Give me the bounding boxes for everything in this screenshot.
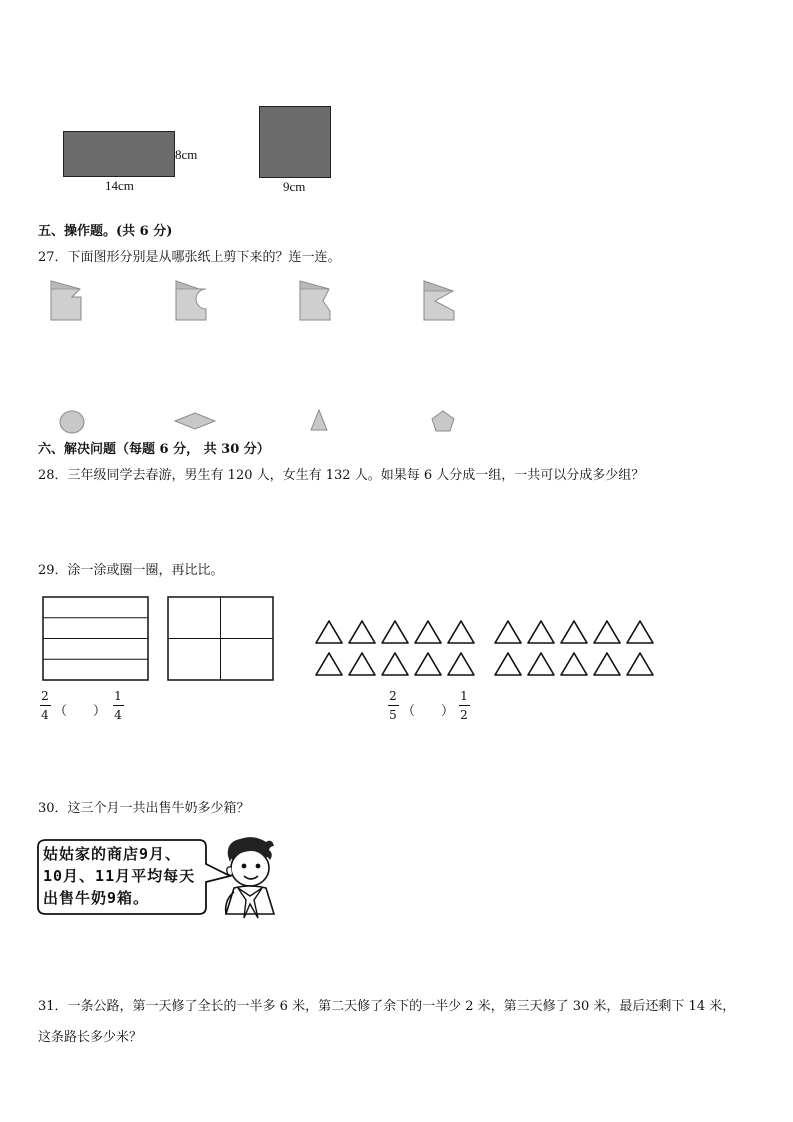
square-side-label: 9cm: [283, 179, 306, 194]
triangle-icon[interactable]: [627, 653, 653, 675]
section6-title: 六、解决问题（每题 6 分， 共 30 分）: [38, 442, 270, 457]
triangle-icon[interactable]: [594, 621, 620, 643]
fraction-two-fifths: [386, 689, 400, 722]
rectangle-height-label: 8cm: [175, 147, 198, 162]
strip-fraction-rectangle[interactable]: [42, 596, 150, 682]
fraction-numerator: 2: [389, 689, 397, 703]
fraction-denominator: 2: [460, 708, 468, 722]
fraction-bar: [459, 705, 470, 706]
triangle-icon[interactable]: [627, 621, 653, 643]
fraction-bar: [113, 705, 124, 706]
rectangle-figure: [63, 131, 175, 177]
section5-title: 五、操作题。(共 6 分): [38, 224, 173, 239]
q31-text-line1: 31．一条公路，第一天修了全长的一半多 6 米，第二天修了余下的一半少 2 米，第三天修了 30 米，最后还剩下 14 米，: [38, 999, 736, 1014]
compare-blank-1[interactable]: （ ）: [54, 704, 107, 719]
triangle-icon[interactable]: [349, 653, 375, 675]
fraction-bar: [40, 705, 51, 706]
fraction-denominator: 5: [389, 708, 397, 722]
triangle-icon[interactable]: [415, 621, 441, 643]
triangle-icon[interactable]: [448, 621, 474, 643]
triangle-grid-svg[interactable]: [314, 618, 654, 684]
triangle-icon[interactable]: [594, 653, 620, 675]
fraction-denominator: 4: [114, 708, 122, 722]
triangle-icon: [308, 408, 330, 432]
circle-icon: [58, 409, 86, 435]
triangle-icon[interactable]: [382, 653, 408, 675]
cut-trapezoid-paper-icon: [297, 279, 333, 323]
triangle-icon[interactable]: [316, 621, 342, 643]
fraction-denominator: 4: [41, 708, 49, 722]
pentagon-icon: [430, 409, 456, 433]
fraction-one-fourth: [111, 689, 125, 722]
q27-text: 27．下面图形分别是从哪张纸上剪下来的？连一连。: [38, 250, 341, 265]
triangle-icon[interactable]: [448, 653, 474, 675]
q31-text-line2: 这条路长多少米？: [38, 1030, 143, 1045]
cut-triangle-paper-icon: [48, 279, 84, 323]
boy-illustration-icon: [214, 834, 280, 920]
diamond-icon: [173, 411, 217, 431]
fraction-two-fourths: [38, 689, 52, 722]
triangle-grid: [314, 618, 654, 684]
bubble-line: 出售牛奶9箱。: [43, 889, 150, 907]
q28-text: 28．三年级同学去春游，男生有 120 人，女生有 132 人。如果每 6 人分成一组，一共可以分成多少组？: [38, 468, 645, 483]
triangle-icon[interactable]: [561, 621, 587, 643]
rectangle-width-label: 14cm: [105, 178, 134, 193]
fraction-bar: [388, 705, 399, 706]
bubble-line: 10月、11月平均每天: [43, 867, 196, 885]
cut-semicircle-paper-icon: [173, 279, 211, 323]
triangle-icon[interactable]: [382, 621, 408, 643]
bubble-line: 姑姑家的商店9月、: [43, 845, 182, 863]
triangle-icon[interactable]: [561, 653, 587, 675]
speech-bubble-text: [43, 843, 195, 909]
triangle-icon[interactable]: [415, 653, 441, 675]
triangle-icon[interactable]: [528, 621, 554, 643]
fraction-one-half: [457, 689, 471, 722]
quarter-fraction-square[interactable]: [167, 596, 275, 682]
fraction-numerator: 2: [41, 689, 49, 703]
square-figure: [259, 106, 331, 178]
triangle-icon[interactable]: [495, 621, 521, 643]
q29-text: 29．涂一涂或圈一圈，再比比。: [38, 563, 224, 578]
triangle-icon[interactable]: [495, 653, 521, 675]
fraction-numerator: 1: [114, 689, 122, 703]
cut-wedge-paper-icon: [421, 279, 457, 323]
triangle-icon[interactable]: [528, 653, 554, 675]
compare-blank-2[interactable]: （ ）: [402, 704, 455, 719]
triangle-icon[interactable]: [316, 653, 342, 675]
fraction-numerator: 1: [460, 689, 468, 703]
q30-text: 30．这三个月一共出售牛奶多少箱？: [38, 801, 250, 816]
triangle-icon[interactable]: [349, 621, 375, 643]
